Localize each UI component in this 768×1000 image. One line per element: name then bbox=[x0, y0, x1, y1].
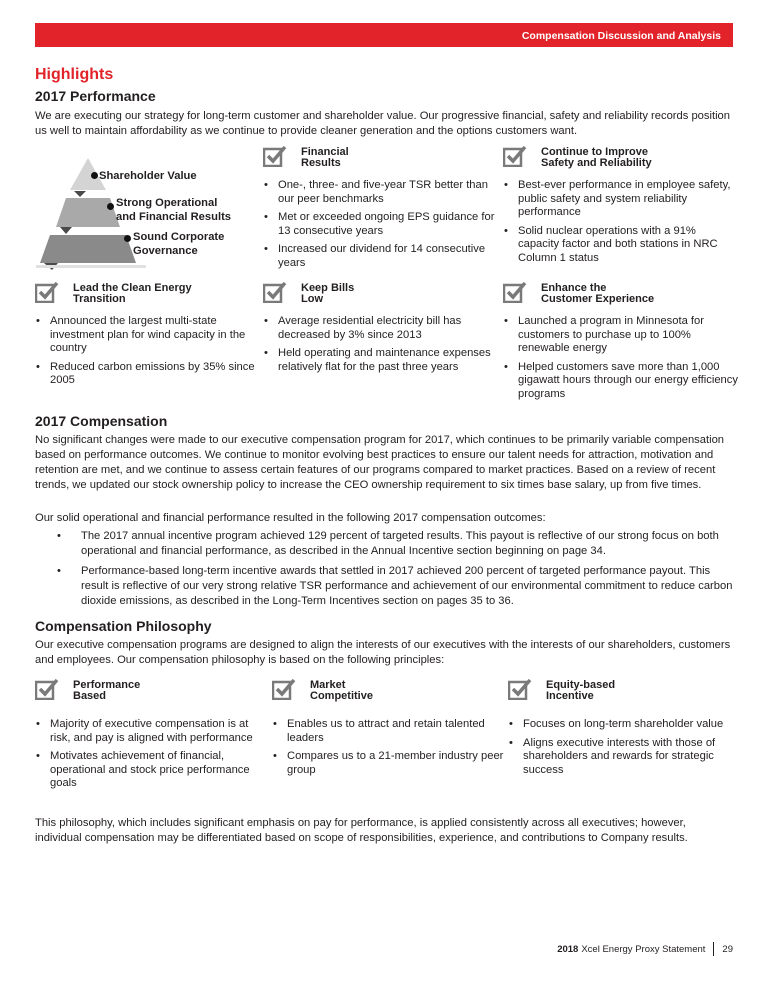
bullet-list bbox=[263, 315, 498, 374]
list-item: • Solid nuclear operations with a 91% capacity factor and both stations in NRC Column 1 status bbox=[503, 225, 738, 266]
bullet-list bbox=[503, 179, 738, 265]
list-item: • Announced the largest multi-state investment plan for wind capacity in the country bbox=[35, 315, 270, 356]
bullet-dot-icon bbox=[107, 203, 114, 210]
page-number: 29 bbox=[722, 943, 733, 955]
list-item: • Focuses on long-term shareholder value bbox=[508, 718, 743, 732]
philosophy-intro: Our executive compensation programs are designed to align the interests of our executives with the interests of our shareholders, customers and employees. Our compensation philosophy is based on the following principles: bbox=[35, 639, 731, 666]
list-item: • Compares us to a 21-member industry peer group bbox=[272, 750, 507, 777]
block-title: Market Competitive bbox=[310, 679, 373, 702]
block-title: Financial Results bbox=[301, 146, 349, 169]
list-item: • Performance-based long-term incentive awards that settled in 2017 achieved 200 percent of targeted performance payout. This result is reflective of our very strong relative TSR performance and achievement of our environmental commitment to reduce carbon dioxide emissions, as described in the Long-Term Incentives section on pages 35 to 36. bbox=[57, 564, 737, 609]
list-item: • Held operating and maintenance expenses relatively flat for the past three years bbox=[263, 347, 498, 374]
bullet-list bbox=[35, 315, 270, 388]
checkbox-icon bbox=[35, 281, 59, 303]
block-clean-energy bbox=[35, 281, 270, 393]
bullet-dot-icon bbox=[124, 235, 131, 242]
block-title: Equity-based Incentive bbox=[546, 679, 616, 702]
performance-intro: We are executing our strategy for long-term customer and shareholder value. Our progressive financial, safety and reliability records position us well to maintain affordability as we continue to provide cleaner generation and the options customers want. bbox=[35, 110, 731, 137]
section-title: Compensation Discussion and Analysis bbox=[521, 30, 721, 42]
bullet-list bbox=[272, 718, 507, 777]
block-title: Enhance the Customer Experience bbox=[541, 282, 655, 305]
block-safety-reliability bbox=[503, 145, 738, 270]
performance-heading: 2017 Performance bbox=[35, 88, 156, 104]
pyramid-label-bottom: Sound Corporate Governance bbox=[133, 231, 225, 257]
list-item: • Helped customers save more than 1,000 gigawatt hours through our energy efficiency programs bbox=[503, 361, 738, 402]
list-item: • Best-ever performance in employee safety, public safety and system reliability performance bbox=[503, 179, 738, 220]
list-item: • Motivates achievement of financial, operational and stock price performance goals bbox=[35, 750, 270, 791]
block-market-competitive bbox=[272, 678, 507, 782]
block-financial-results bbox=[263, 145, 498, 275]
compensation-outcomes-intro: Our solid operational and financial performance resulted in the following 2017 compensation outcomes: bbox=[35, 512, 546, 524]
checkbox-icon bbox=[272, 678, 296, 700]
block-title: Continue to Improve Safety and Reliability bbox=[541, 146, 652, 169]
footer-year: 2018 bbox=[557, 943, 579, 955]
page-footer bbox=[557, 942, 733, 956]
checkbox-icon bbox=[508, 678, 532, 700]
list-item: • Enables us to attract and retain talented leaders bbox=[272, 718, 507, 745]
pyramid-label-top: Shareholder Value bbox=[99, 170, 197, 182]
list-item: • Majority of executive compensation is at risk, and pay is aligned with performance bbox=[35, 718, 270, 745]
section-header-bar bbox=[35, 23, 733, 47]
list-item: • Aligns executive interests with those of shareholders and rewards for strategic success bbox=[508, 737, 743, 778]
block-customer-experience bbox=[503, 281, 738, 406]
list-item: • The 2017 annual incentive program achieved 129 percent of targeted results. This payout is reflective of our strong focus on both operational and financial performance, as described in the Annual Incentive section beginning on page 34. bbox=[57, 529, 737, 559]
block-equity-based-incentive bbox=[508, 678, 743, 782]
checkbox-icon bbox=[503, 281, 527, 303]
bullet-list bbox=[503, 315, 738, 401]
compensation-paragraph: No significant changes were made to our executive compensation program for 2017, which continues to be primarily variable compensation based on performance outcomes. We continue to monitor evolving best practices to ensure our talent needs for attraction, motivation and retention are met, and we continue to assess certain features of our programs compared to market practices. Based on a review of recent trends, we updated our stock ownership policy to increase the CEO ownership requirement to six times base salary, up from five times. bbox=[35, 434, 725, 491]
checkbox-icon bbox=[263, 145, 287, 167]
philosophy-heading: Compensation Philosophy bbox=[35, 618, 212, 634]
bullet-list bbox=[263, 179, 498, 270]
footer-title: Xcel Energy Proxy Statement bbox=[581, 943, 706, 955]
checkbox-icon bbox=[263, 281, 287, 303]
compensation-outcomes-list bbox=[57, 529, 737, 614]
philosophy-closing: This philosophy, which includes significant emphasis on pay for performance, is applied consistently across all executives; however, individual compensation may be differentiated based on scope of responsibilities, experience, and contributions to Company results. bbox=[35, 817, 688, 844]
list-item: • One-, three- and five-year TSR better than our peer benchmarks bbox=[263, 179, 498, 206]
block-title: Lead the Clean Energy Transition bbox=[73, 282, 192, 305]
checkbox-icon bbox=[503, 145, 527, 167]
list-item: • Average residential electricity bill has decreased by 3% since 2013 bbox=[263, 315, 498, 342]
compensation-heading: 2017 Compensation bbox=[35, 413, 168, 429]
footer-divider bbox=[713, 942, 714, 956]
block-title: Performance Based bbox=[73, 679, 141, 702]
highlights-title: Highlights bbox=[35, 66, 114, 83]
pyramid-label-middle: Strong Operational and Financial Results bbox=[116, 197, 232, 223]
list-item: • Increased our dividend for 14 consecutive years bbox=[263, 243, 498, 270]
list-item: • Met or exceeded ongoing EPS guidance for 13 consecutive years bbox=[263, 211, 498, 238]
list-item: • Launched a program in Minnesota for customers to purchase up to 100% renewable energy bbox=[503, 315, 738, 356]
bullet-list bbox=[35, 718, 270, 791]
checkbox-icon bbox=[35, 678, 59, 700]
block-title: Keep Bills Low bbox=[301, 282, 355, 305]
bullet-list bbox=[508, 718, 743, 777]
block-keep-bills-low bbox=[263, 281, 498, 379]
pyramid-graphic bbox=[36, 155, 276, 270]
bullet-dot-icon bbox=[91, 172, 98, 179]
list-item: • Reduced carbon emissions by 35% since 2005 bbox=[35, 361, 270, 388]
block-performance-based bbox=[35, 678, 270, 796]
